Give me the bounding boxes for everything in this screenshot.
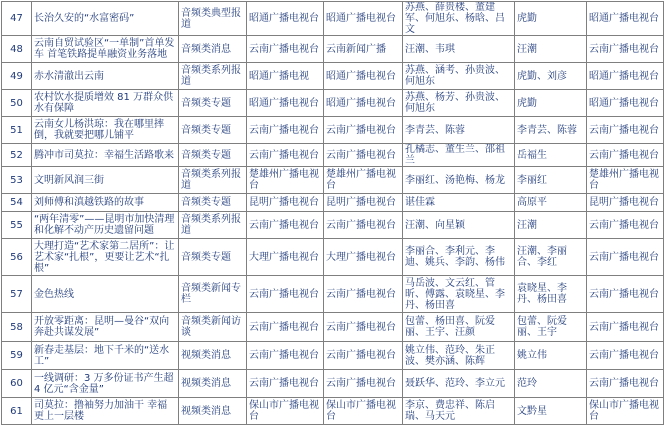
- award-unit-cell: 云南广播电视台: [587, 342, 664, 370]
- table-row: [2, 276, 664, 313]
- work-category-cell: 音频类消息: [179, 36, 247, 63]
- table-row: [2, 144, 664, 167]
- publishing-unit-cell: 云南广播电视台: [324, 144, 403, 167]
- submitting-unit-cell: 昆明广播电视台: [247, 194, 324, 212]
- editors-cell: 高原平: [515, 194, 587, 212]
- editors-cell: 姚立伟: [515, 342, 587, 370]
- awards-table-container: [1, 1, 664, 425]
- table-row: [2, 90, 664, 117]
- publishing-unit-cell: 云南广播电视台: [324, 370, 403, 398]
- editors-cell: 文黔星: [515, 398, 587, 425]
- authors-cell: 李丽合、李利元、李迪、姚兵、李韵、杨伟: [403, 239, 515, 276]
- editors-cell: 虎勤: [515, 90, 587, 117]
- submitting-unit-cell: 云南广播电视台: [247, 144, 324, 167]
- row-number-cell: 57: [2, 276, 32, 313]
- publishing-unit-cell: 云南广播电视台: [324, 313, 403, 342]
- publishing-unit-cell: 昭通广播电视台: [324, 90, 403, 117]
- work-title-cell: 司莫拉：撸袖努力加油干 幸福更上一层楼: [32, 398, 179, 425]
- submitting-unit-cell: 大理广播电视台: [247, 239, 324, 276]
- publishing-unit-cell: 云南广播电视台: [324, 342, 403, 370]
- editors-cell: 汪潮、李丽合、李红: [515, 239, 587, 276]
- submitting-unit-cell: 昭通广播电视台: [247, 2, 324, 36]
- publishing-unit-cell: 云南广播电视台: [324, 276, 403, 313]
- row-number-cell: 54: [2, 194, 32, 212]
- publishing-unit-cell: 楚雄州广播电视台: [324, 167, 403, 194]
- submitting-unit-cell: 云南广播电视台: [247, 370, 324, 398]
- work-category-cell: 音频类系列报道: [179, 63, 247, 90]
- submitting-unit-cell: 昭通广播电视: [247, 63, 324, 90]
- row-number-cell: 48: [2, 36, 32, 63]
- work-title-cell: 云南自贸试验区“一单制”首单发车 首笔铁路提单融资业务落地: [32, 36, 179, 63]
- award-unit-cell: 云南广播电视台: [587, 370, 664, 398]
- table-row: [2, 36, 664, 63]
- submitting-unit-cell: 云南广播电视台: [247, 276, 324, 313]
- work-title-cell: 一线调研：3 万多份证书产生超 4 亿元“含金量”: [32, 370, 179, 398]
- authors-cell: 苏燕、杨芳、孙贵波、何旭东: [403, 90, 515, 117]
- award-unit-cell: 云南广播电视台: [587, 117, 664, 144]
- row-number-cell: 51: [2, 117, 32, 144]
- work-category-cell: 音频类专题: [179, 144, 247, 167]
- submitting-unit-cell: 云南广播电视台: [247, 342, 324, 370]
- work-title-cell: 大理打造“艺术家第二居所”：让艺术家“扎根”，更要让艺术“扎根”: [32, 239, 179, 276]
- work-category-cell: 音频类专题: [179, 90, 247, 117]
- submitting-unit-cell: 云南广播电视台: [247, 117, 324, 144]
- publishing-unit-cell: 昆明广播电视台: [324, 194, 403, 212]
- publishing-unit-cell: 保山市广播电视台: [324, 398, 403, 425]
- submitting-unit-cell: 云南广播电视台: [247, 212, 324, 239]
- editors-cell: 汪潮: [515, 36, 587, 63]
- work-title-cell: 新春走基层：地下千米的“送水工”: [32, 342, 179, 370]
- work-title-cell: 云南女儿杨洪琼：我在哪里摔倒，我就要把哪儿铺平: [32, 117, 179, 144]
- table-row: [2, 117, 664, 144]
- work-category-cell: 视频类消息: [179, 398, 247, 425]
- editors-cell: 汪潮: [515, 212, 587, 239]
- row-number-cell: 56: [2, 239, 32, 276]
- editors-cell: 包蕾、阮爱丽、王宇: [515, 313, 587, 342]
- award-unit-cell: 昆明广播电视台: [587, 194, 664, 212]
- editors-cell: 李丽红: [515, 167, 587, 194]
- table-row: [2, 167, 664, 194]
- award-unit-cell: 昭通广播电视台: [587, 2, 664, 36]
- award-unit-cell: 保山市广播电视台: [587, 398, 664, 425]
- work-category-cell: 音频类专题: [179, 194, 247, 212]
- authors-cell: 谌佳霖: [403, 194, 515, 212]
- awards-table: [1, 1, 664, 425]
- table-row: [2, 370, 664, 398]
- publishing-unit-cell: 大理广播电视台: [324, 239, 403, 276]
- award-unit-cell: 楚雄州广播电视台: [587, 167, 664, 194]
- work-category-cell: 视频类消息: [179, 370, 247, 398]
- row-number-cell: 50: [2, 90, 32, 117]
- publishing-unit-cell: 昭通广播电视台: [324, 63, 403, 90]
- authors-cell: 孔橘志、董生兰、邵祖兰: [403, 144, 515, 167]
- work-category-cell: 音频类系列报道: [179, 212, 247, 239]
- work-category-cell: 音频类专题: [179, 117, 247, 144]
- award-unit-cell: 云南广播电视台: [587, 313, 664, 342]
- row-number-cell: 61: [2, 398, 32, 425]
- authors-cell: 姚立伟、范玲、朱正波、樊亦涵、陈辉: [403, 342, 515, 370]
- work-title-cell: 金色热线: [32, 276, 179, 313]
- row-number-cell: 60: [2, 370, 32, 398]
- award-unit-cell: 昭通广播电视台: [587, 90, 664, 117]
- editors-cell: 虎勤、刘彦: [515, 63, 587, 90]
- work-category-cell: 音频类系列报道: [179, 167, 247, 194]
- work-category-cell: 音频类典型报道: [179, 2, 247, 36]
- authors-cell: 苏燕、涵考、孙贵波、何旭东: [403, 63, 515, 90]
- work-category-cell: 音频类专题: [179, 239, 247, 276]
- table-row: [2, 342, 664, 370]
- row-number-cell: 49: [2, 63, 32, 90]
- row-number-cell: 52: [2, 144, 32, 167]
- editors-cell: 岳福生: [515, 144, 587, 167]
- authors-cell: 李丽红、汤艳梅、杨龙: [403, 167, 515, 194]
- table-row: [2, 212, 664, 239]
- submitting-unit-cell: 昭通广播电视台: [247, 90, 324, 117]
- work-title-cell: 开放零距离：昆明—曼谷“双向奔赴共谋发展”: [32, 313, 179, 342]
- row-number-cell: 53: [2, 167, 32, 194]
- authors-cell: 李京、费忠祥、陈启瑞、马天元: [403, 398, 515, 425]
- award-unit-cell: 云南广播电视台: [587, 212, 664, 239]
- work-category-cell: 音频类新闻专栏: [179, 276, 247, 313]
- publishing-unit-cell: 云南广播电视台: [324, 117, 403, 144]
- work-title-cell: 赤水清澈出云南: [32, 63, 179, 90]
- row-number-cell: 47: [2, 2, 32, 36]
- editors-cell: 李青芸、陈蓉: [515, 117, 587, 144]
- editors-cell: 虎勤: [515, 2, 587, 36]
- work-title-cell: “两年清零”——昆明市加快清理和化解不动产历史遗留问题: [32, 212, 179, 239]
- work-title-cell: 腾冲市司莫拉：幸福生活路歌来: [32, 144, 179, 167]
- award-unit-cell: 昭通广播电视台: [587, 63, 664, 90]
- authors-cell: 马岳波、文云红、管昕、傅露、袁晓星、李丹、杨田喜: [403, 276, 515, 313]
- publishing-unit-cell: 云南新闻广播: [324, 36, 403, 63]
- award-unit-cell: 云南广播电视台: [587, 36, 664, 63]
- authors-cell: 汪潮、向星颖: [403, 212, 515, 239]
- table-row: [2, 313, 664, 342]
- work-title-cell: 农村饮水提质增效 81 万群众供水有保障: [32, 90, 179, 117]
- work-category-cell: 音频类新闻访谈: [179, 313, 247, 342]
- authors-cell: 包蕾、杨田喜、阮爱丽、王宇、汪颜: [403, 313, 515, 342]
- row-number-cell: 58: [2, 313, 32, 342]
- table-row: [2, 63, 664, 90]
- authors-cell: 李青芸、陈蓉: [403, 117, 515, 144]
- table-row: [2, 239, 664, 276]
- publishing-unit-cell: 云南广播电视台: [324, 212, 403, 239]
- table-row: [2, 2, 664, 36]
- award-unit-cell: 云南广播电视台: [587, 239, 664, 276]
- editors-cell: 范玲: [515, 370, 587, 398]
- authors-cell: 苏燕、薛贵楼、董建军、何旭东、杨晗、吕文: [403, 2, 515, 36]
- row-number-cell: 55: [2, 212, 32, 239]
- table-row: [2, 194, 664, 212]
- table-row: [2, 398, 664, 425]
- row-number-cell: 59: [2, 342, 32, 370]
- authors-cell: 汪潮、韦琪: [403, 36, 515, 63]
- award-unit-cell: 云南广播电视台: [587, 144, 664, 167]
- awards-table-body: [2, 2, 664, 425]
- submitting-unit-cell: 云南广播电视台: [247, 36, 324, 63]
- work-title-cell: 文明新风润三街: [32, 167, 179, 194]
- authors-cell: 聂跃华、范玲、李立元: [403, 370, 515, 398]
- submitting-unit-cell: 云南广播电视台: [247, 313, 324, 342]
- publishing-unit-cell: 昭通广播电视台: [324, 2, 403, 36]
- editors-cell: 袁晓星、李丹、杨田喜: [515, 276, 587, 313]
- work-category-cell: 视频类消息: [179, 342, 247, 370]
- award-unit-cell: 云南广播电视台: [587, 276, 664, 313]
- submitting-unit-cell: 保山市广播电视台: [247, 398, 324, 425]
- submitting-unit-cell: 楚雄州广播电视台: [247, 167, 324, 194]
- work-title-cell: 刘师傅和滇越铁路的故事: [32, 194, 179, 212]
- work-title-cell: 长治久安的“水富密码”: [32, 2, 179, 36]
